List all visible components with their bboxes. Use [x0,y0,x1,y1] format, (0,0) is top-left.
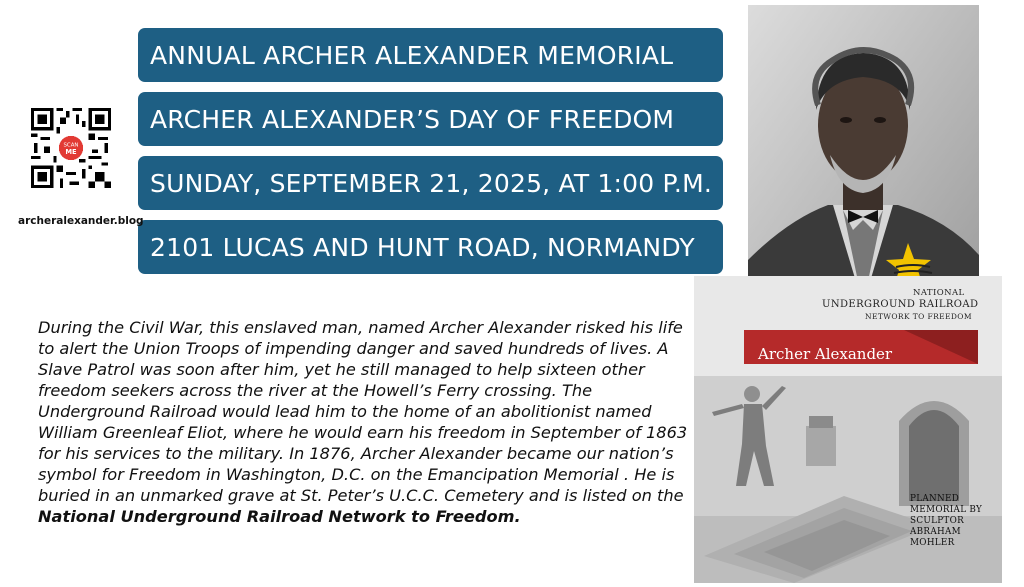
nurn-logo-text: NETWORK TO FREEDOM [865,312,972,321]
caption-line: ABRAHAM [910,527,961,537]
nurn-logo-text: NATIONAL [913,288,965,298]
caption-line: MEMORIAL BY [910,505,983,515]
title-banner: ANNUAL ARCHER ALEXANDER MEMORIAL [138,28,723,82]
description-text: During the Civil War, this enslaved man, named Archer Alexander risked his life to alert the Union Troops of impending danger and saved hundreds of lives. A Slave Patrol was soon after him, yet he still managed to help sixteen other freedom seekers across the river at the Howell’s Ferry crossing. The Underground Railroad would lead him to the home of an abolitionist named William Greenleaf Eliot, where he would earn his freedom in September of 1863 for his services to the military. In 1876, Archer Alexander became our nation’s symbol for Freedom in Washington, D.C. on the Emancipation Memorial . He is buried in an unmarked grave at St. Peter’s U.C.C. Cemetery and is listed on the [38,318,688,505]
caption-line: SCULPTOR [910,516,965,526]
qr-code[interactable] [31,108,111,188]
nurn-logo-text: UNDERGROUND RAILROAD [822,299,979,310]
description-bold-text: National Underground Railroad Network to Freedom. [38,507,521,526]
caption-line: PLANNED [910,494,960,504]
address-banner: 2101 LUCAS AND HUNT ROAD, NORMANDY [138,220,723,274]
portrait-name-label: Archer Alexander [758,345,893,363]
description-paragraph [38,317,688,527]
subtitle-banner: ARCHER ALEXANDER’S DAY OF FREEDOM [138,92,723,146]
qr-badge-label: ME [65,147,77,156]
qr-badge-label: SCAN [63,142,79,149]
caption-line: MOHLER [910,538,955,548]
website-link[interactable]: archeralexander.blog [18,215,144,227]
memorial-rendering [694,376,1002,583]
sculpture-caption [910,494,1000,549]
date-banner: SUNDAY, SEPTEMBER 21, 2025, AT 1:00 P.M. [138,156,723,210]
